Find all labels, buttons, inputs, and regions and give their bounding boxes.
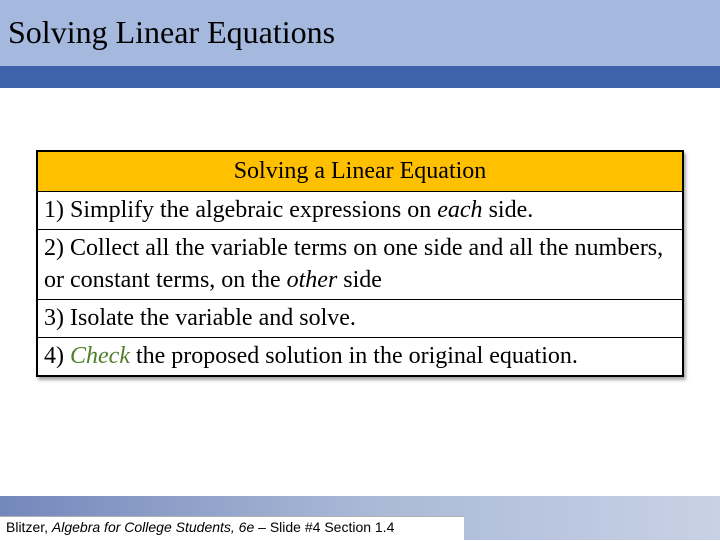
step-2-emphasis: other [286, 267, 338, 293]
step-3 [38, 300, 682, 338]
footer-slide-info: – Slide #4 Section 1.4 [254, 519, 395, 535]
box-header: Solving a Linear Equation [38, 152, 682, 192]
steps-box [36, 150, 684, 377]
slide-title: Solving Linear Equations [8, 14, 336, 50]
step-1-tail: side. [482, 197, 534, 223]
step-2 [38, 230, 682, 300]
step-1-emphasis: each [437, 197, 483, 223]
step-3-text: 3) Isolate the variable and solve. [44, 305, 356, 331]
footer-author: Blitzer, [6, 519, 52, 535]
step-4-text: 4) [44, 343, 70, 369]
footer-citation [6, 519, 394, 535]
footer-book-title: Algebra for College Students, 6e [51, 519, 255, 535]
step-2-tail: side [337, 267, 382, 293]
step-4 [38, 338, 682, 375]
title-stripe [0, 66, 720, 88]
step-4-tail: the proposed solution in the original equation. [129, 343, 578, 369]
step-2-text: 2) Collect all the variable terms on one side and all the numbers, or constant terms, on the [44, 235, 664, 293]
step-1-text: 1) Simplify the algebraic expressions on [44, 197, 438, 223]
step-4-emphasis: Check [70, 343, 130, 369]
step-1 [38, 192, 682, 230]
